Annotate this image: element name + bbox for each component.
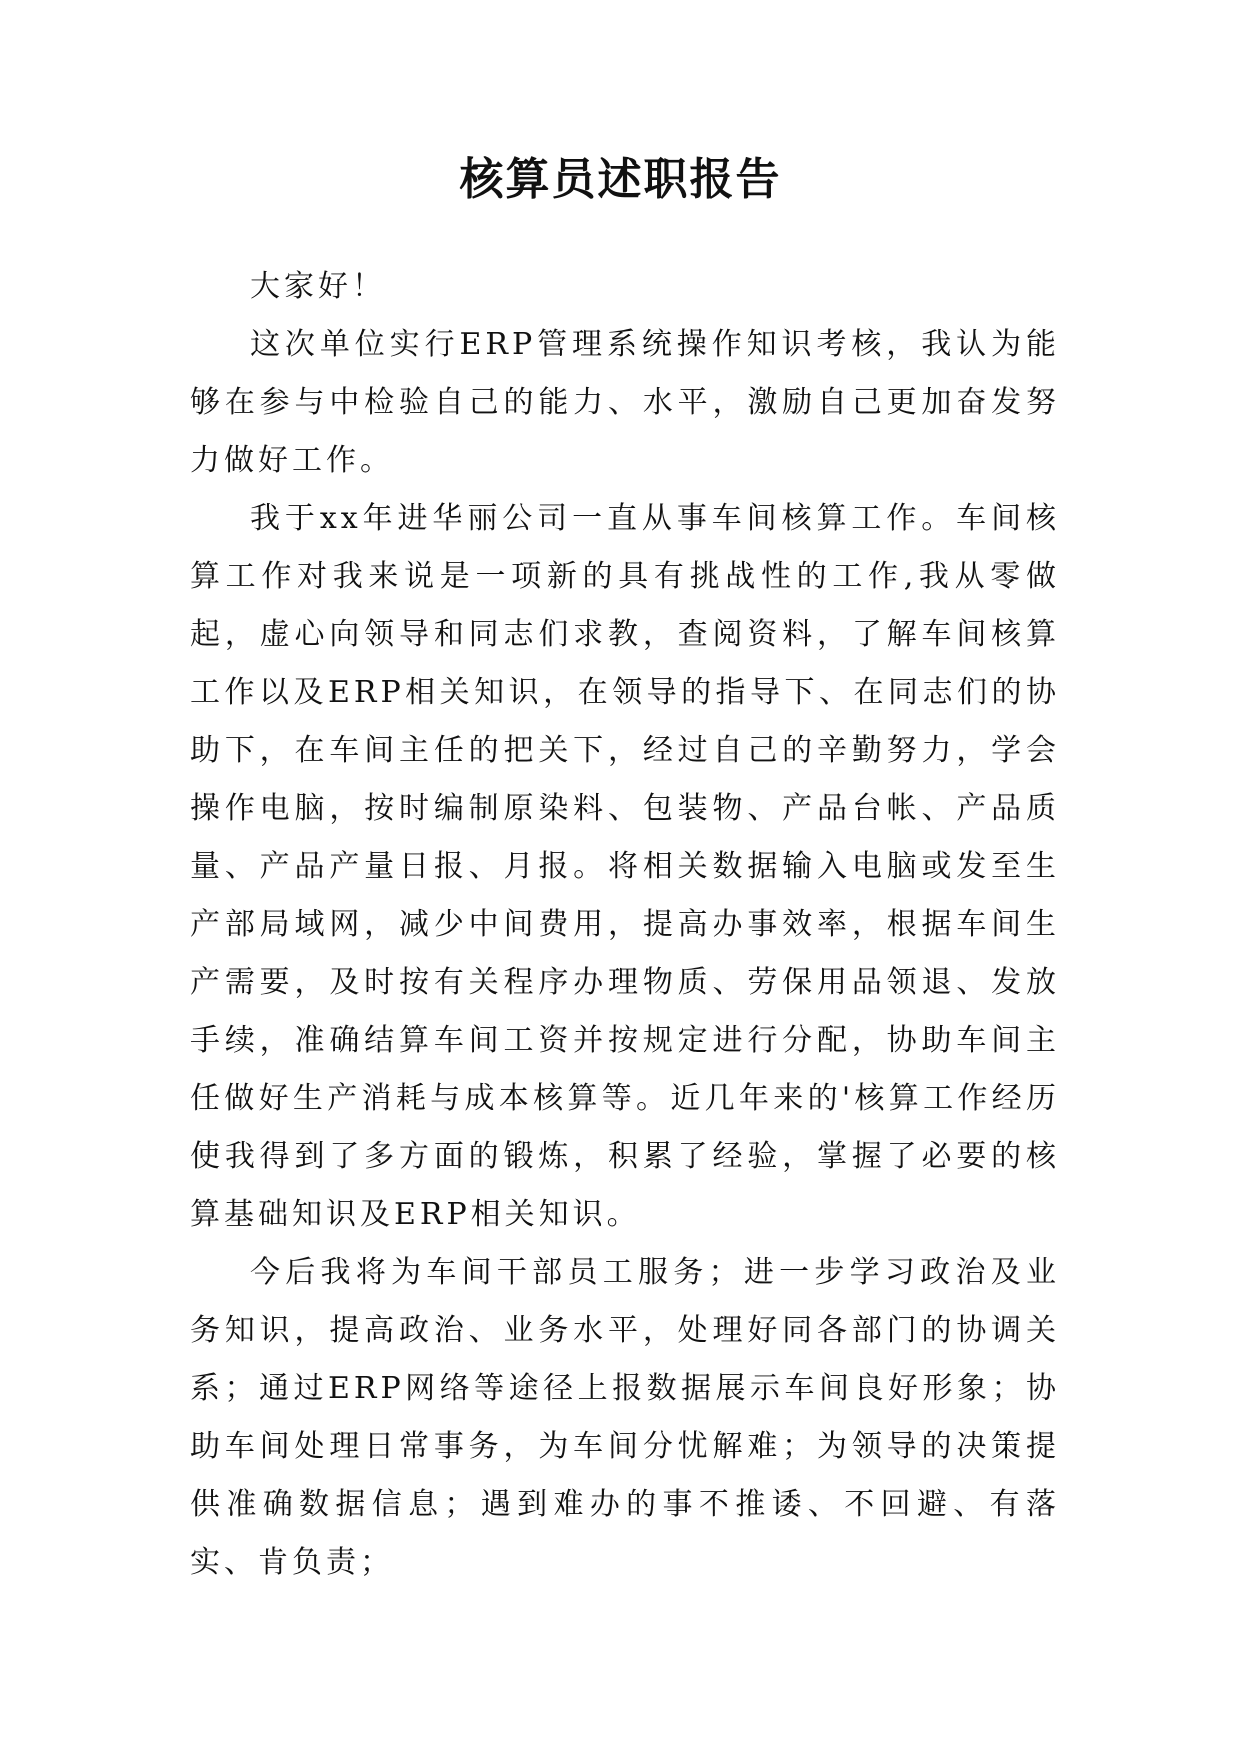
paragraph-future-plans: 今后我将为车间干部员工服务；进一步学习政治及业务知识，提高政治、业务水平，处理好同各部门的协调关系；通过ERP网络等途径上报数据展示车间良好形象；协助车间处理日常事务，为车间分忧解难；为领导的决策提供准确数据信息；遇到难办的事不推诿、不回避、有落实、肯负责； <box>190 1255 1060 1580</box>
paragraph-intro: 这次单位实行ERP管理系统操作知识考核，我认为能够在参与中检验自己的能力、水平，激励自己更加奋发努力做好工作。 <box>190 327 1060 478</box>
document-body <box>190 258 1060 1592</box>
paragraph-greeting: 大家好！ <box>250 269 386 304</box>
document-title: 核算员述职报告 <box>459 154 782 205</box>
paragraph-work-experience: 我于xx年进华丽公司一直从事车间核算工作。车间核算工作对我来说是一项新的具有挑战性的工作,我从零做起，虚心向领导和同志们求教，查阅资料，了解车间核算工作以及ERP相关知识，在领导的指导下、在同志们的协助下，在车间主任的把关下，经过自己的辛勤努力，学会操作电脑，按时编制原染料、包装物、产品台帐、产品质量、产品产量日报、月报。将相关数据输入电脑或发至生产部局域网，减少中间费用，提高办事效率，根据车间生产需要，及时按有关程序办理物质、劳保用品领退、发放手续，准确结算车间工资并按规定进行分配，协助车间主任做好生产消耗与成本核算等。近几年来的'核算工作经历使我得到了多方面的锻炼，积累了经验，掌握了必要的核算基础知识及ERP相关知识。 <box>190 501 1060 1232</box>
